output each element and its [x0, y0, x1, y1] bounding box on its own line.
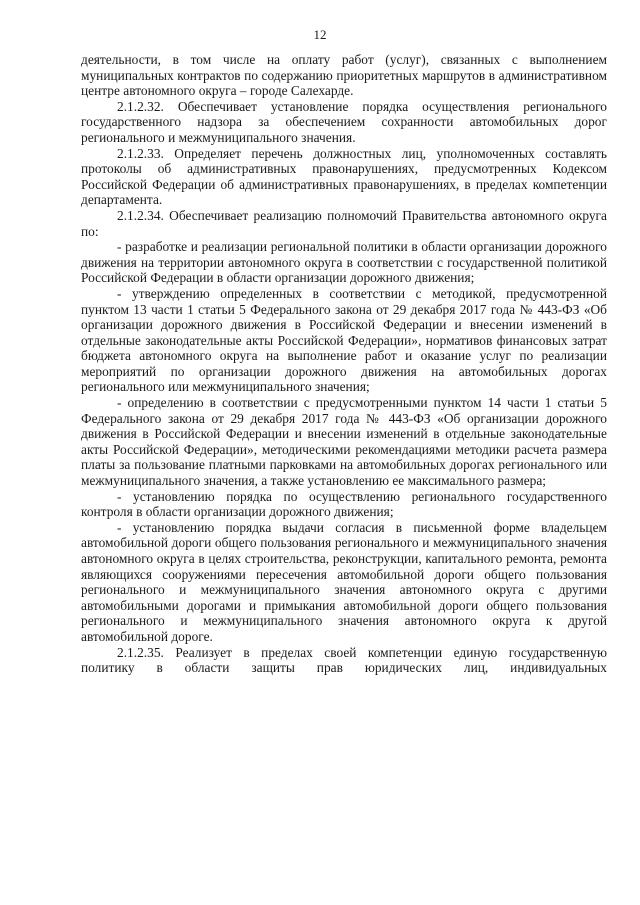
list-item-parking-fee-method: - определению в соответствии с предусмотренными пунктом 14 части 1 статьи 5 Федерального закона от 29 декабря 2017 года № 443-ФЗ «Об организации дорожного движения в Российской Федерации и внесении изменений в отдельные законодательные акты Российской Федерации», методическими рекомендациями методики расчета размера платы за пользование платными парковками на автомобильных дорогах регионального или межмуниципального значения, а также установлению ее максимального размера;	[81, 395, 607, 489]
list-item-policy-development: - разработке и реализации региональной политики в области организации дорожного движения на территории автономного округа в соответствии с государственной политикой Российской Федерации в области организации дорожного движения;	[81, 239, 607, 286]
list-item-consent-procedure: - установлению порядка выдачи согласия в письменной форме владельцем автомобильной дороги общего пользования регионального и межмуниципального значения автономного округа в целях строительства, реконструкции, капитального ремонта, ремонта являющихся сооружениями пересечения автомобильной дороги общего пользования регионального и межмуниципального значения автономного округа с другими автомобильными дорогами и примыкания автомобильной дороги общего пользования регионального и межмуниципального значения автономного округа к другой автомобильной дороге.	[81, 519, 607, 644]
paragraph-2-1-2-32: 2.1.2.32. Обеспечивает установление порядка осуществления регионального государственного надзора за обеспечением сохранности автомобильных дорог регионального и межмуниципального значения.	[81, 98, 607, 145]
page-number: 12	[313, 27, 327, 42]
document-body	[81, 52, 607, 676]
paragraph-2-1-2-34: 2.1.2.34. Обеспечивает реализацию полномочий Правительства автономного округа по:	[81, 207, 607, 239]
list-item-financial-norms: - утверждению определенных в соответствии с методикой, предусмотренной пунктом 13 части 1 статьи 5 Федерального закона от 29 декабря 2017 года № 443-ФЗ «Об организации дорожного движения в Российской Федерации и внесении изменений в отдельные законодательные акты Российской Федерации», нормативов финансовых затрат бюджета автономного округа на выполнение работ и оказание услуг по реализации мероприятий по организации дорожного движения на автомобильных дорогах регионального или межмуниципального значения;	[81, 285, 607, 395]
paragraph-2-1-2-33: 2.1.2.33. Определяет перечень должностных лиц, уполномоченных составлять протоколы об административных правонарушениях, предусмотренных Кодексом Российской Федерации об административных правонарушениях, в пределах компетенции департамента.	[81, 145, 607, 208]
paragraph-continuation: деятельности, в том числе на оплату работ (услуг), связанных с выполнением муниципальных контрактов по содержанию приоритетных маршрутов в административном центре автономного округа – городе Салехарде.	[81, 52, 607, 99]
paragraph-2-1-2-35: 2.1.2.35. Реализует в пределах своей компетенции единую государственную политику в области защиты прав юридических лиц, индивидуальных	[81, 644, 607, 676]
list-item-regional-control: - установлению порядка по осуществлению регионального государственного контроля в области организации дорожного движения;	[81, 488, 607, 520]
